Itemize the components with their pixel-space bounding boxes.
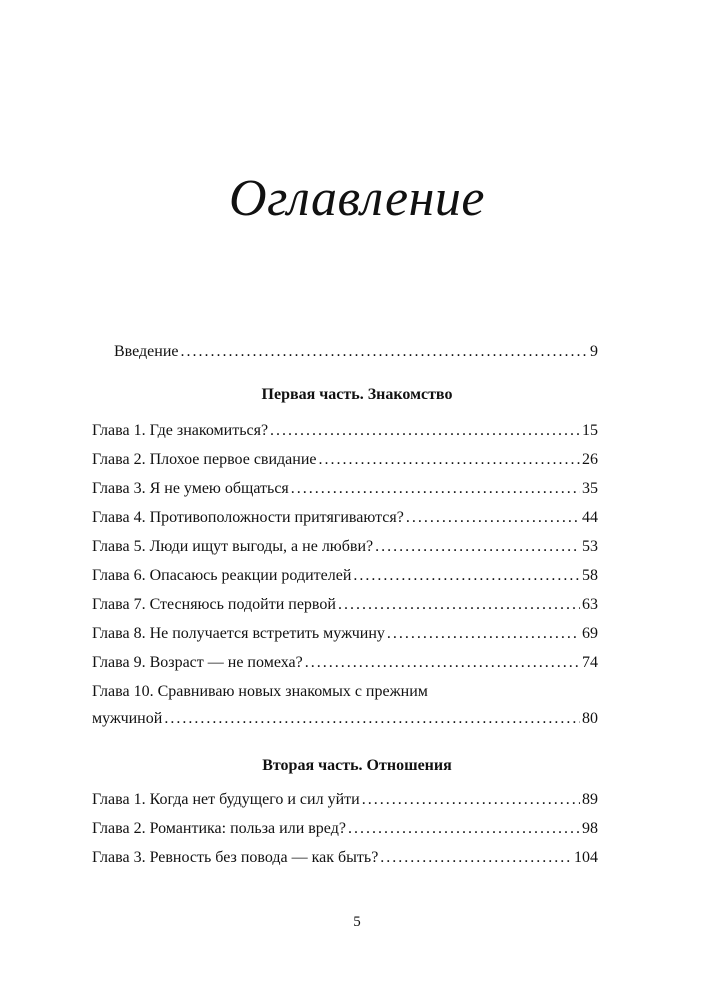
toc-entry-intro[interactable] xyxy=(114,342,598,362)
toc-entry-label: мужчиной xyxy=(92,710,163,727)
dot-leader xyxy=(181,342,589,362)
toc-entry-page: 15 xyxy=(582,422,598,439)
toc-entry-label: Введение xyxy=(114,343,179,360)
toc-entry-page: 89 xyxy=(582,791,598,808)
dot-leader xyxy=(164,709,580,729)
toc-entry-page: 9 xyxy=(590,343,598,360)
toc-entry[interactable] xyxy=(92,709,598,729)
toc-entry[interactable] xyxy=(92,566,598,586)
toc-entry[interactable] xyxy=(92,421,598,441)
toc-entry-label: Глава 5. Люди ищут выгоды, а не любви? xyxy=(92,538,374,555)
toc-entry-label: Глава 3. Я не умею общаться xyxy=(92,480,289,497)
page-title: Оглавление xyxy=(229,170,485,227)
toc-entry[interactable] xyxy=(92,848,598,868)
toc-entry-page: 44 xyxy=(582,509,598,526)
toc-entry-page: 63 xyxy=(582,596,598,613)
toc-entry[interactable] xyxy=(92,508,598,528)
toc-entry[interactable] xyxy=(92,790,598,810)
dot-leader xyxy=(362,790,580,810)
toc-entry-label: Глава 2. Плохое первое свидание xyxy=(92,451,317,468)
toc-entry-page: 69 xyxy=(582,625,598,642)
toc-entry-label: Глава 9. Возраст — не помеха? xyxy=(92,654,303,671)
toc-entry[interactable] xyxy=(92,819,598,839)
toc-entry[interactable] xyxy=(92,624,598,644)
section-heading-part2: Вторая часть. Отношения xyxy=(262,757,452,774)
dot-leader xyxy=(375,537,580,557)
toc-entry-page: 98 xyxy=(582,820,598,837)
toc-entry-label: Глава 3. Ревность без повода — как быть? xyxy=(92,849,379,866)
toc-entry-label: Глава 4. Противоположности притягиваются? xyxy=(92,509,404,526)
toc-entry[interactable] xyxy=(92,450,598,470)
toc-entry-page: 58 xyxy=(582,567,598,584)
toc-entry-label: Глава 2. Романтика: польза или вред? xyxy=(92,820,346,837)
dot-leader xyxy=(270,421,580,441)
toc-entry-page: 80 xyxy=(582,710,598,727)
dot-leader xyxy=(353,566,580,586)
dot-leader xyxy=(406,508,580,528)
toc-entry[interactable] xyxy=(92,595,598,615)
dot-leader xyxy=(305,653,580,673)
toc-entry-label: Глава 8. Не получается встретить мужчину xyxy=(92,625,385,642)
toc-entry[interactable] xyxy=(92,537,598,557)
dot-leader xyxy=(387,624,580,644)
toc-entry-page: 26 xyxy=(582,451,598,468)
toc-entry-label: Глава 1. Где знакомиться? xyxy=(92,422,269,439)
dot-leader xyxy=(319,450,581,470)
toc-entry-page: 104 xyxy=(574,849,598,866)
dot-leader xyxy=(348,819,580,839)
section-heading-part1: Первая часть. Знакомство xyxy=(261,386,453,403)
toc-entry-label: Глава 7. Стесняюсь подойти первой xyxy=(92,596,336,613)
dot-leader xyxy=(338,595,580,615)
toc-entry-page: 35 xyxy=(582,480,598,497)
toc-entry-label: Глава 6. Опасаюсь реакции родителей xyxy=(92,567,352,584)
toc-entry-label: Глава 1. Когда нет будущего и сил уйти xyxy=(92,791,360,808)
toc-entry[interactable] xyxy=(92,479,598,499)
dot-leader xyxy=(380,848,572,868)
dot-leader xyxy=(291,479,580,499)
toc-entry[interactable] xyxy=(92,653,598,673)
toc-entry-page: 74 xyxy=(582,654,598,671)
toc-entry-label-line1[interactable]: Глава 10. Сравниваю новых знакомых с прежним xyxy=(92,683,428,700)
page-number: 5 xyxy=(353,914,361,930)
toc-entry-page: 53 xyxy=(582,538,598,555)
